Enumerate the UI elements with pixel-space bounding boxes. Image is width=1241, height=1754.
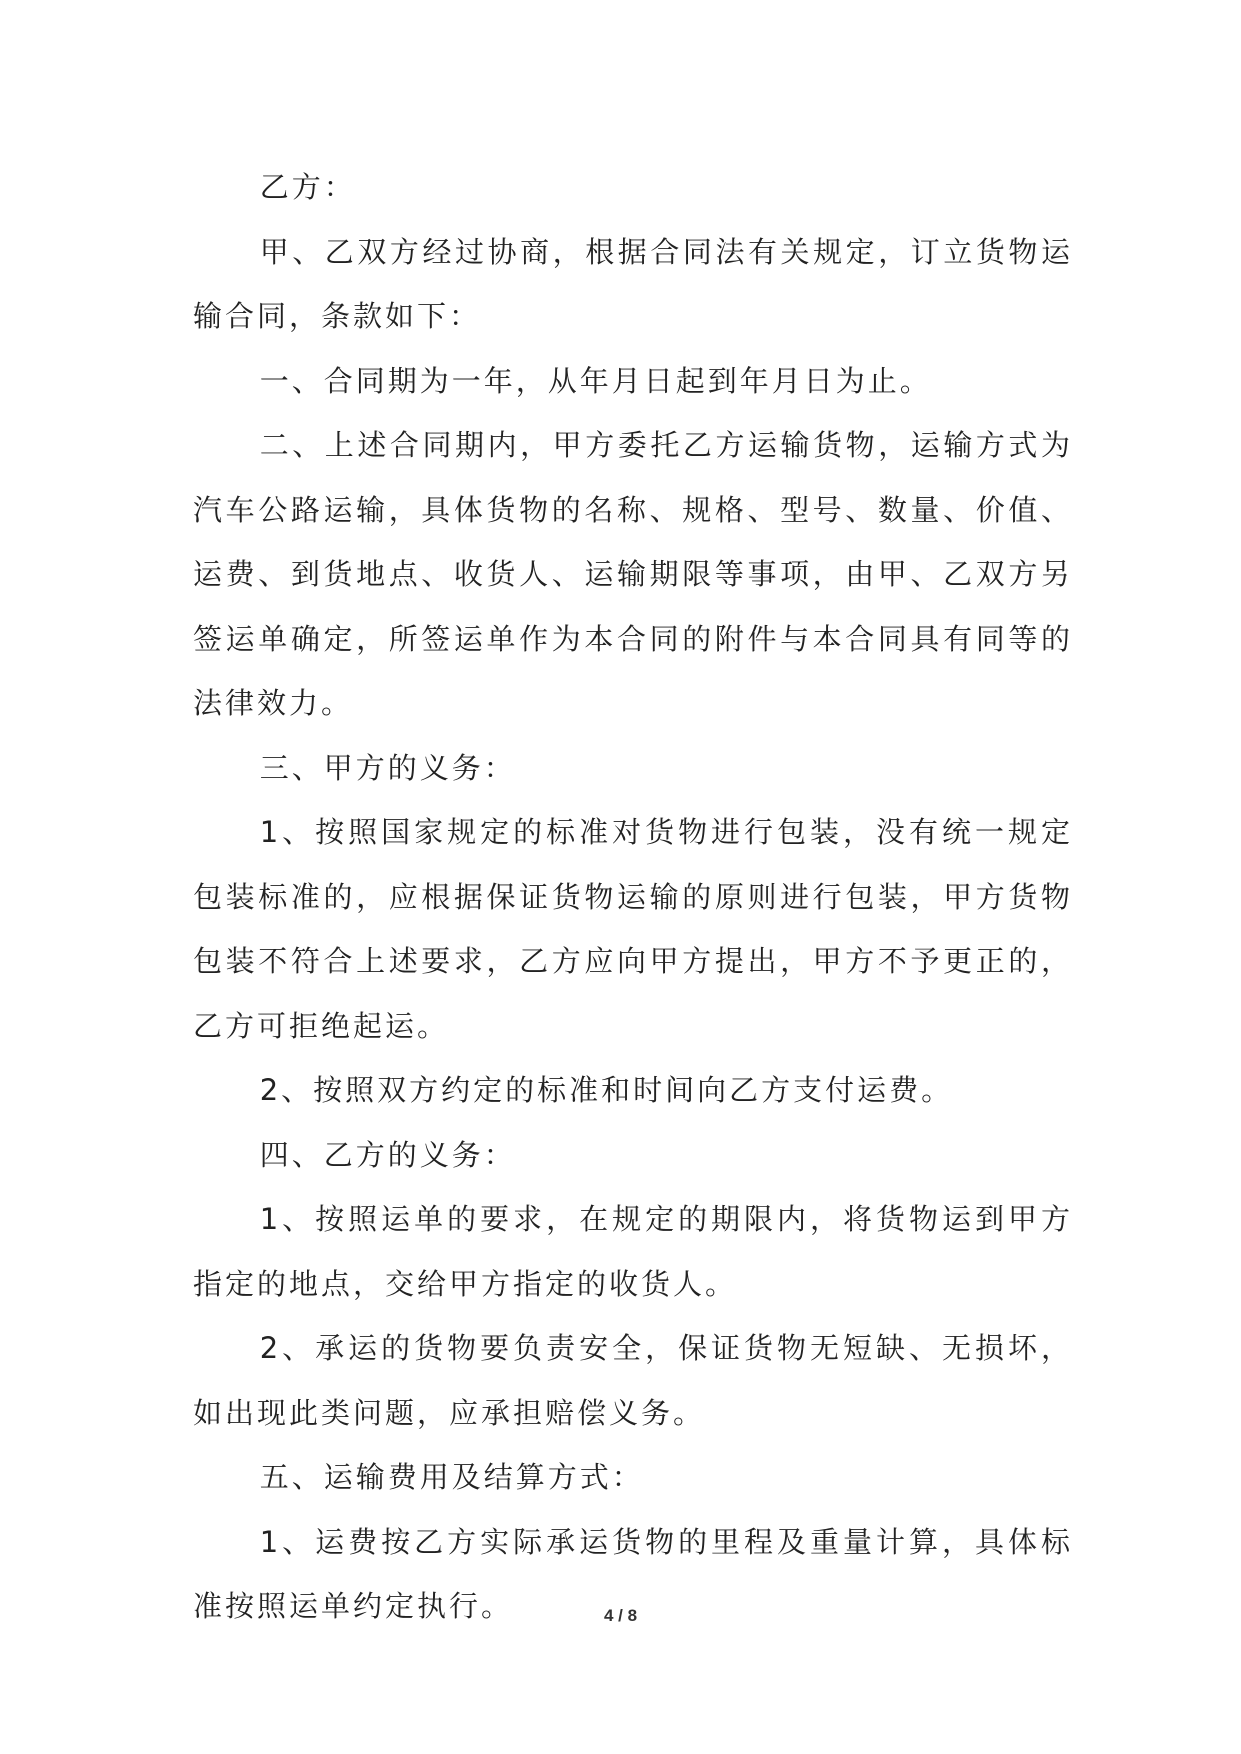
page-number: 4 / 8 — [603, 1606, 638, 1625]
heading-clause-5: 五、运输费用及结算方式： — [259, 1460, 644, 1494]
document-body — [193, 155, 1073, 1639]
paragraph-clause-3-item-1: 1、按照国家规定的标准对货物进行包装，没有统一规定包装标准的，应根据保证货物运输的原则进行包装，甲方货物包装不符合上述要求，乙方应向甲方提出，甲方不予更正的，乙方可拒绝起运。 — [193, 815, 1073, 1043]
heading-clause-3: 三、甲方的义务： — [259, 750, 516, 785]
paragraph-preamble: 甲、乙双方经过协商，根据合同法有关规定，订立货物运输合同，条款如下： — [193, 234, 1073, 333]
paragraph-clause-2: 二、上述合同期内，甲方委托乙方运输货物，运输方式为汽车公路运输，具体货物的名称、规格、型号、数量、价值、运费、到货地点、收货人、运输期限等事项，由甲、乙双方另签运单确定，所签运单作为本合同的附件与本合同具有同等的法律效力。 — [193, 428, 1073, 720]
paragraph-clause-1: 一、合同期为一年，从年月日起到年月日为止。 — [259, 363, 932, 398]
paragraph-clause-3-item-2: 2、按照双方约定的标准和时间向乙方支付运费。 — [259, 1073, 954, 1107]
paragraph-clause-4-item-2: 2、承运的货物要负责安全，保证货物无短缺、无损坏，如出现此类问题，应承担赔偿义务。 — [193, 1331, 1073, 1430]
paragraph-clause-4-item-1: 1、按照运单的要求，在规定的期限内，将货物运到甲方指定的地点，交给甲方指定的收货人。 — [193, 1202, 1073, 1301]
paragraph-clause-5-item-1: 1、运费按乙方实际承运货物的里程及重量计算，具体标准按照运单约定执行。 — [193, 1524, 1073, 1623]
paragraph-party-b: 乙方： — [259, 170, 356, 204]
heading-clause-4: 四、乙方的义务： — [259, 1137, 516, 1172]
